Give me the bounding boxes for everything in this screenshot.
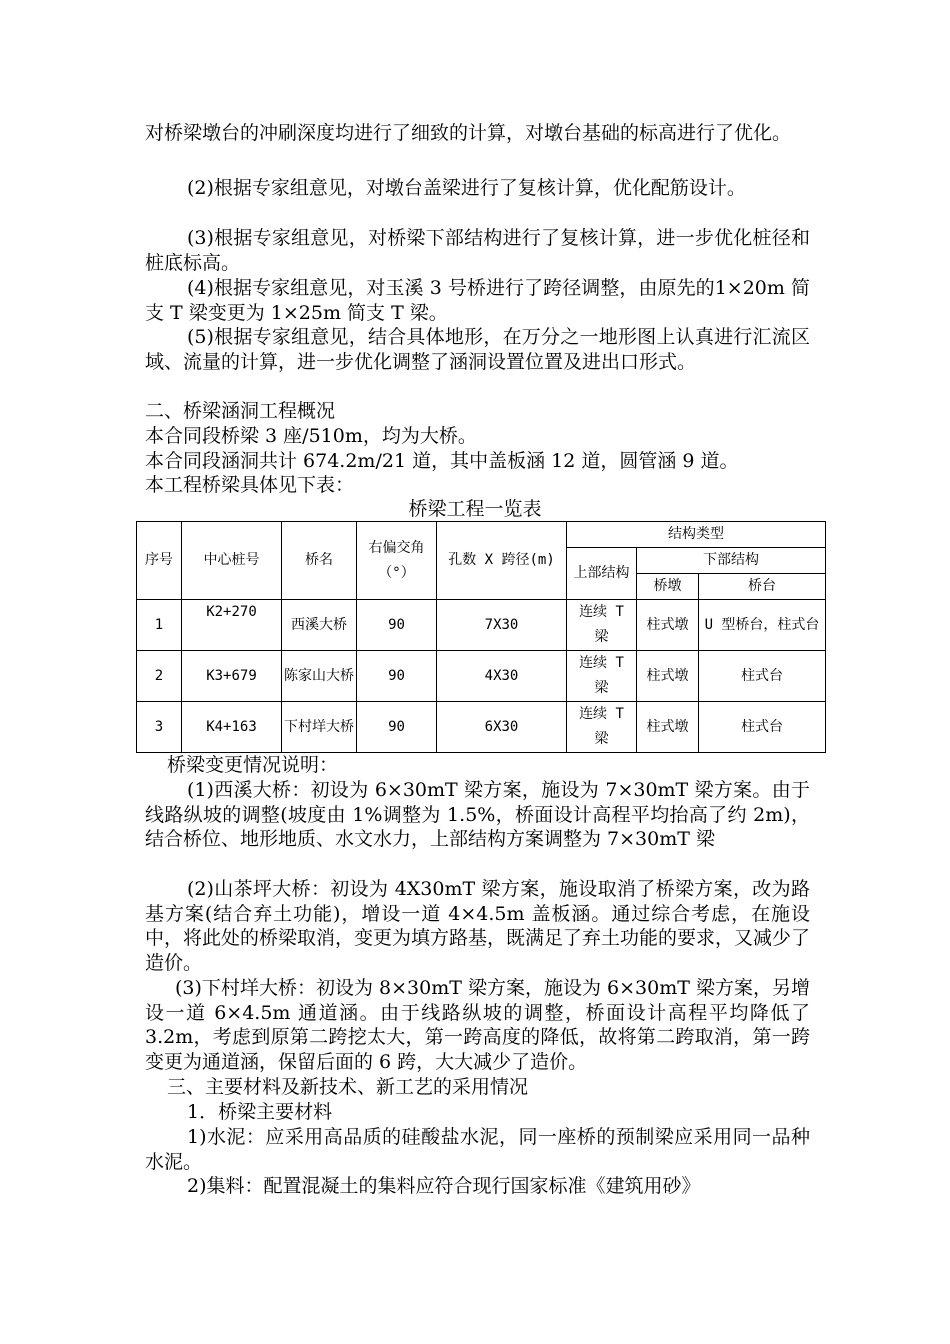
header-spans: 孔数 X 跨径(m)	[437, 522, 567, 600]
cell-seq: 3	[137, 702, 182, 753]
paragraph-scour-depth: 对桥梁墩台的冲刷深度均进行了细致的计算，对墩台基础的标高进行了优化。	[145, 122, 792, 144]
cell-seq: 1	[137, 600, 182, 651]
cell-seq: 2	[137, 651, 182, 702]
table-row	[137, 702, 826, 753]
cell-abutment: 柱式台	[699, 651, 826, 702]
cell-station: K4+163	[182, 702, 282, 753]
cell-upper: 连续 T 梁	[567, 651, 637, 702]
change-note-1: (1)西溪大桥：初设为 6×30mT 梁方案，施设为 7×30mT 梁方案。由于线路纵坡的调整(坡度由 1%调整为 1.5%，桥面设计高程平均抬高了约 2m)，结合桥位、地形地质、水文水力，上部结构方案调整为 7×30mT 梁	[145, 779, 810, 850]
header-upper: 上部结构	[567, 548, 637, 600]
header-skew: 右偏交角（°）	[357, 522, 437, 600]
cell-spans: 4X30	[437, 651, 567, 702]
cell-spans: 7X30	[437, 600, 567, 651]
header-seq: 序号	[137, 522, 182, 600]
cell-skew: 90	[357, 600, 437, 651]
table-title: 桥梁工程一览表	[408, 498, 542, 520]
cell-upper: 连续 T 梁	[567, 600, 637, 651]
section-heading-3: 三、主要材料及新技术、新工艺的采用情况	[167, 1076, 529, 1098]
header-abutment: 桥台	[699, 574, 826, 600]
cell-upper: 连续 T 梁	[567, 702, 637, 753]
cell-abutment: U 型桥台，柱式台	[699, 600, 826, 651]
header-name: 桥名	[282, 522, 357, 600]
bridge-count-line: 本合同段桥梁 3 座/510m，均为大桥。	[145, 425, 477, 447]
change-note-2: (2)山茶坪大桥：初设为 4X30mT 梁方案，施设取消了桥梁方案，改为路基方案(结合弃土功能)，增设一道 4×4.5m 盖板涵。通过综合考虑，在施设中，将此处的桥梁取消，变更为填方路基，既满足了弃土功能的要求，又减少了造价。	[145, 878, 811, 974]
cell-pier: 柱式墩	[637, 600, 699, 651]
cell-abutment: 柱式台	[699, 702, 826, 753]
table-row	[137, 600, 826, 651]
cell-skew: 90	[357, 651, 437, 702]
material-cement: 1)水泥：应采用高品质的硅酸盐水泥，同一座桥的预制梁应采用同一品种水泥。	[145, 1126, 810, 1173]
change-notes-title: 桥梁变更情况说明：	[167, 754, 339, 776]
section-heading-2: 二、桥梁涵洞工程概况	[145, 400, 336, 422]
cell-station: K3+679	[182, 651, 282, 702]
cell-skew: 90	[357, 702, 437, 753]
paragraph-item-2: (2)根据专家组意见，对墩台盖梁进行了复核计算，优化配筋设计。	[187, 177, 746, 199]
header-lower: 下部结构	[637, 548, 826, 574]
material-aggregate: 2)集料：配置混凝土的集料应符合现行国家标准《建筑用砂》	[187, 1175, 701, 1197]
cell-station: K2+270	[182, 600, 282, 651]
bridge-table	[136, 521, 826, 753]
table-header-row	[137, 522, 826, 548]
header-structure: 结构类型	[567, 522, 826, 548]
subsection-heading-1: 1．桥梁主要材料	[187, 1101, 333, 1123]
header-pier: 桥墩	[637, 574, 699, 600]
cell-name: 下村垟大桥	[282, 702, 357, 753]
culvert-count-line: 本合同段涵洞共计 674.2m/21 道，其中盖板涵 12 道，圆管涵 9 道。	[145, 450, 739, 472]
cell-name: 西溪大桥	[282, 600, 357, 651]
table-row	[137, 651, 826, 702]
table-intro-line: 本工程桥梁具体见下表：	[145, 474, 355, 496]
cell-name: 陈家山大桥	[282, 651, 357, 702]
change-note-3: (3)下村垟大桥：初设为 8×30mT 梁方案，施设为 6×30mT 梁方案，另增设一道 6×4.5m 通道涵。由于线路纵坡的调整，桥面设计高程平均降低了 3.2m，考虑到原第二跨挖太大，第一跨高度的降低，故将第二跨取消，第一跨变更为通道涵，保留后面的 6 跨，大大减少了造价。	[145, 977, 810, 1073]
paragraph-item-3: (3)根据专家组意见，对桥梁下部结构进行了复核计算，进一步优化桩径和桩底标高。	[145, 227, 810, 274]
cell-pier: 柱式墩	[637, 702, 699, 753]
paragraph-item-4: (4)根据专家组意见，对玉溪 3 号桥进行了跨径调整，由原先的1×20m 简支 T 梁变更为 1×25m 简支 T 梁。	[145, 277, 810, 324]
cell-pier: 柱式墩	[637, 651, 699, 702]
paragraph-item-5: (5)根据专家组意见，结合具体地形，在万分之一地形图上认真进行汇流区域、流量的计算，进一步优化调整了涵洞设置位置及进出口形式。	[145, 326, 810, 373]
header-station: 中心桩号	[182, 522, 282, 600]
cell-spans: 6X30	[437, 702, 567, 753]
